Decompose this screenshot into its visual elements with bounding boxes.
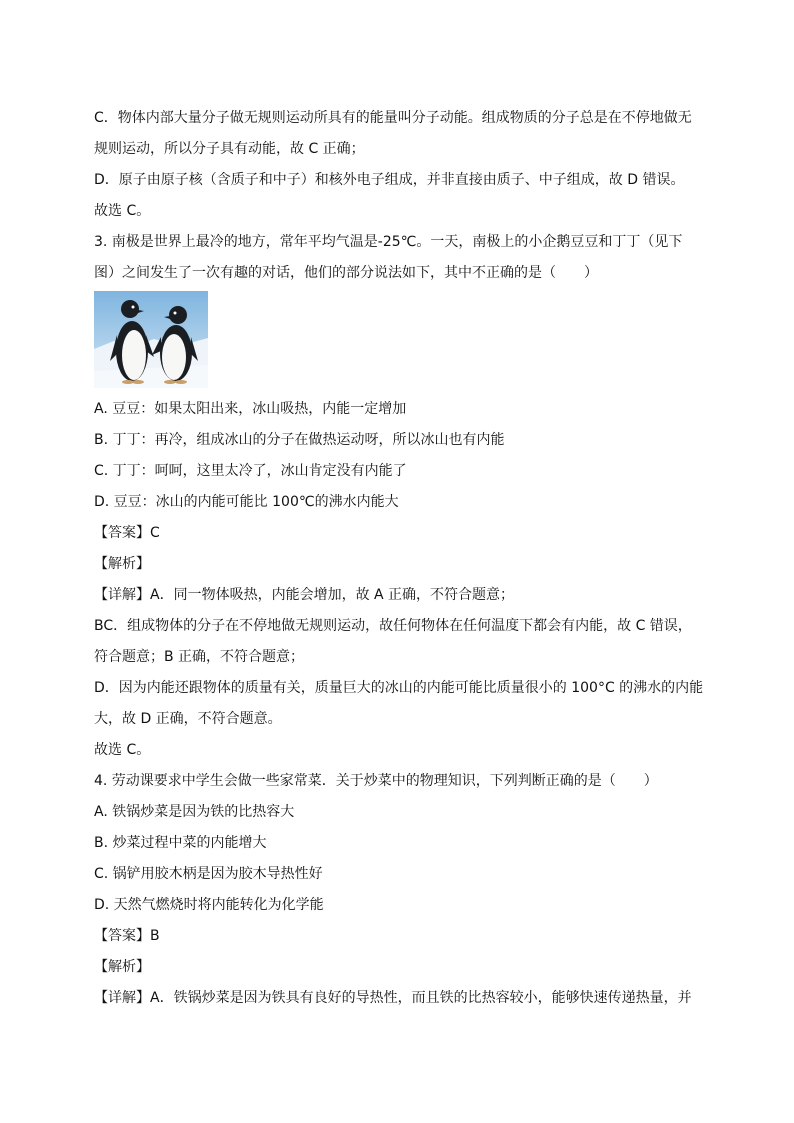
answer-label: 【答案】B — [94, 928, 160, 944]
analysis-label: 【解析】 — [94, 959, 150, 975]
option-d: D. 豆豆：冰山的内能可能比 100℃的沸水内能大 — [94, 494, 399, 510]
text-line: 【详解】A．铁锅炒菜是因为铁具有良好的导热性，而且铁的比热容较小，能够快速传递热量，并 — [94, 990, 692, 1006]
analysis-label: 【解析】 — [94, 556, 150, 572]
text-line: 故选 C。 — [94, 203, 151, 219]
text-line: BC．组成物体的分子在不停地做无规则运动，故任何物体在任何温度下都会有内能，故 C 错误， — [94, 618, 692, 634]
option-c: C. 丁丁：呵呵，这里太冷了，冰山肯定没有内能了 — [94, 463, 407, 479]
option-c: C. 锅铲用胶木柄是因为胶木导热性好 — [94, 866, 323, 882]
text-line: C．物体内部大量分子做无规则运动所具有的能量叫分子动能。组成物质的分子总是在不停地做无 — [94, 110, 692, 126]
option-b: B. 炒菜过程中菜的内能增大 — [94, 835, 267, 851]
question-3-stem: 3. 南极是世界上最冷的地方，常年平均气温是-25℃。一天，南极上的小企鹅豆豆和丁丁（见下 — [94, 234, 683, 250]
penguins-image — [94, 291, 208, 388]
option-a: A. 铁锅炒菜是因为铁的比热容大 — [94, 804, 295, 820]
text-line: 【详解】A．同一物体吸热，内能会增加，故 A 正确，不符合题意； — [94, 587, 515, 603]
text-line: 故选 C。 — [94, 742, 151, 758]
question-4-stem: 4. 劳动课要求中学生会做一些家常菜．关于炒菜中的物理知识，下列判断正确的是（ ） — [94, 773, 658, 789]
text-line: D．原子由原子核（含质子和中子）和核外电子组成，并非直接由质子、中子组成，故 D 错误。 — [94, 172, 685, 188]
text-line: D．因为内能还跟物体的质量有关，质量巨大的冰山的内能可能比质量很小的 100°C 的沸水的内能 — [94, 680, 704, 696]
answer-label: 【答案】C — [94, 525, 160, 541]
question-3-stem-cont: 图）之间发生了一次有趣的对话，他们的部分说法如下，其中不正确的是（ ） — [94, 265, 598, 281]
text-line: 规则运动，所以分子具有动能，故 C 正确； — [94, 141, 365, 157]
option-a: A. 豆豆：如果太阳出来，冰山吸热，内能一定增加 — [94, 401, 407, 417]
option-b: B. 丁丁：再冷，组成冰山的分子在做热运动呀，所以冰山也有内能 — [94, 432, 505, 448]
option-d: D. 天然气燃烧时将内能转化为化学能 — [94, 897, 324, 913]
text-line: 符合题意；B 正确，不符合题意； — [94, 649, 305, 665]
text-line: 大，故 D 正确，不符合题意。 — [94, 711, 282, 727]
